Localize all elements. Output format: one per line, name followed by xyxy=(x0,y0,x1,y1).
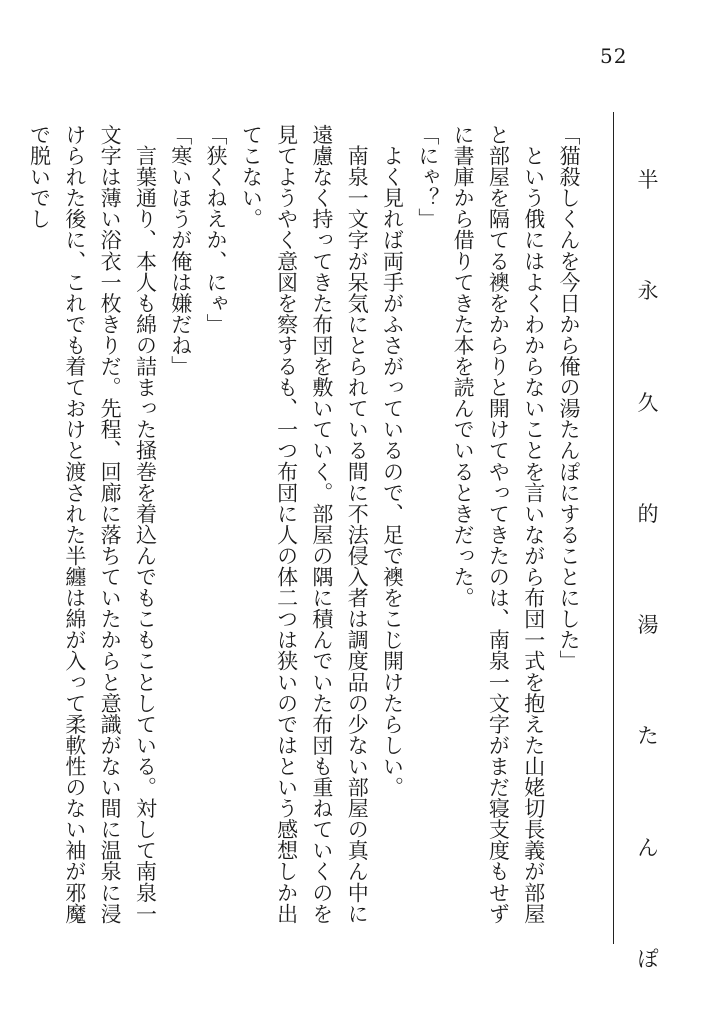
paragraph: 「寒いほうが俺は嫌だね」 xyxy=(168,124,193,377)
running-head-char: ぽ xyxy=(637,946,659,971)
running-head-char: た xyxy=(637,724,659,749)
running-head-char: ん xyxy=(637,835,659,860)
header-divider-rule xyxy=(613,112,614,944)
running-head xyxy=(628,170,668,970)
running-head-char: 的 xyxy=(637,501,659,526)
paragraph: 南泉一文字が呆気にとられている間に不法侵入者は調度品の少ない部屋の真ん中に遠慮なく持ってきた布団を敷いていく。部屋の隅に積んでいた布団も重ねていくのを見てようやく意図を察するも、一つ布団に人の体二つは狭いのではという感想しか出てこない。 xyxy=(239,124,370,924)
running-head-char: 湯 xyxy=(637,613,659,638)
paragraph: 「猫殺しくんを今日から俺の湯たんぽにすることにした」 xyxy=(557,124,581,672)
paragraph: 「狭くねえか、にゃ」 xyxy=(204,124,229,335)
paragraph: 言葉通り、本人も綿の詰まった掻巻を着込んでもこもことしている。対して南泉一文字は薄い浴衣一枚きりだ。先程、回廊に落ちていたからと意識がない間に温泉に浸けられた後に、これでも着ておけと渡された半纏は綿が入って柔軟性のない袖が邪魔で脱いでし xyxy=(27,124,158,924)
running-head-char: 久 xyxy=(637,390,659,415)
paragraph: よく見れば両手がふさがっているので、足で襖をこじ開けたらしい。 xyxy=(380,124,405,798)
running-head-char: 永 xyxy=(637,279,659,304)
paragraph: 「にゃ？」 xyxy=(415,124,440,230)
body-text xyxy=(27,124,586,944)
running-head-char: 半 xyxy=(637,168,659,192)
paragraph: という俄にはよくわからないことを言いながら布団一式を抱えた山姥切長義が部屋と部屋を隔てる襖をからりと開けてやってきたのは、南泉一文字がまだ寝支度もせずに書庫から借りてきた本を読んでいるときだった。 xyxy=(451,124,546,924)
page-number: 52 xyxy=(600,44,628,68)
